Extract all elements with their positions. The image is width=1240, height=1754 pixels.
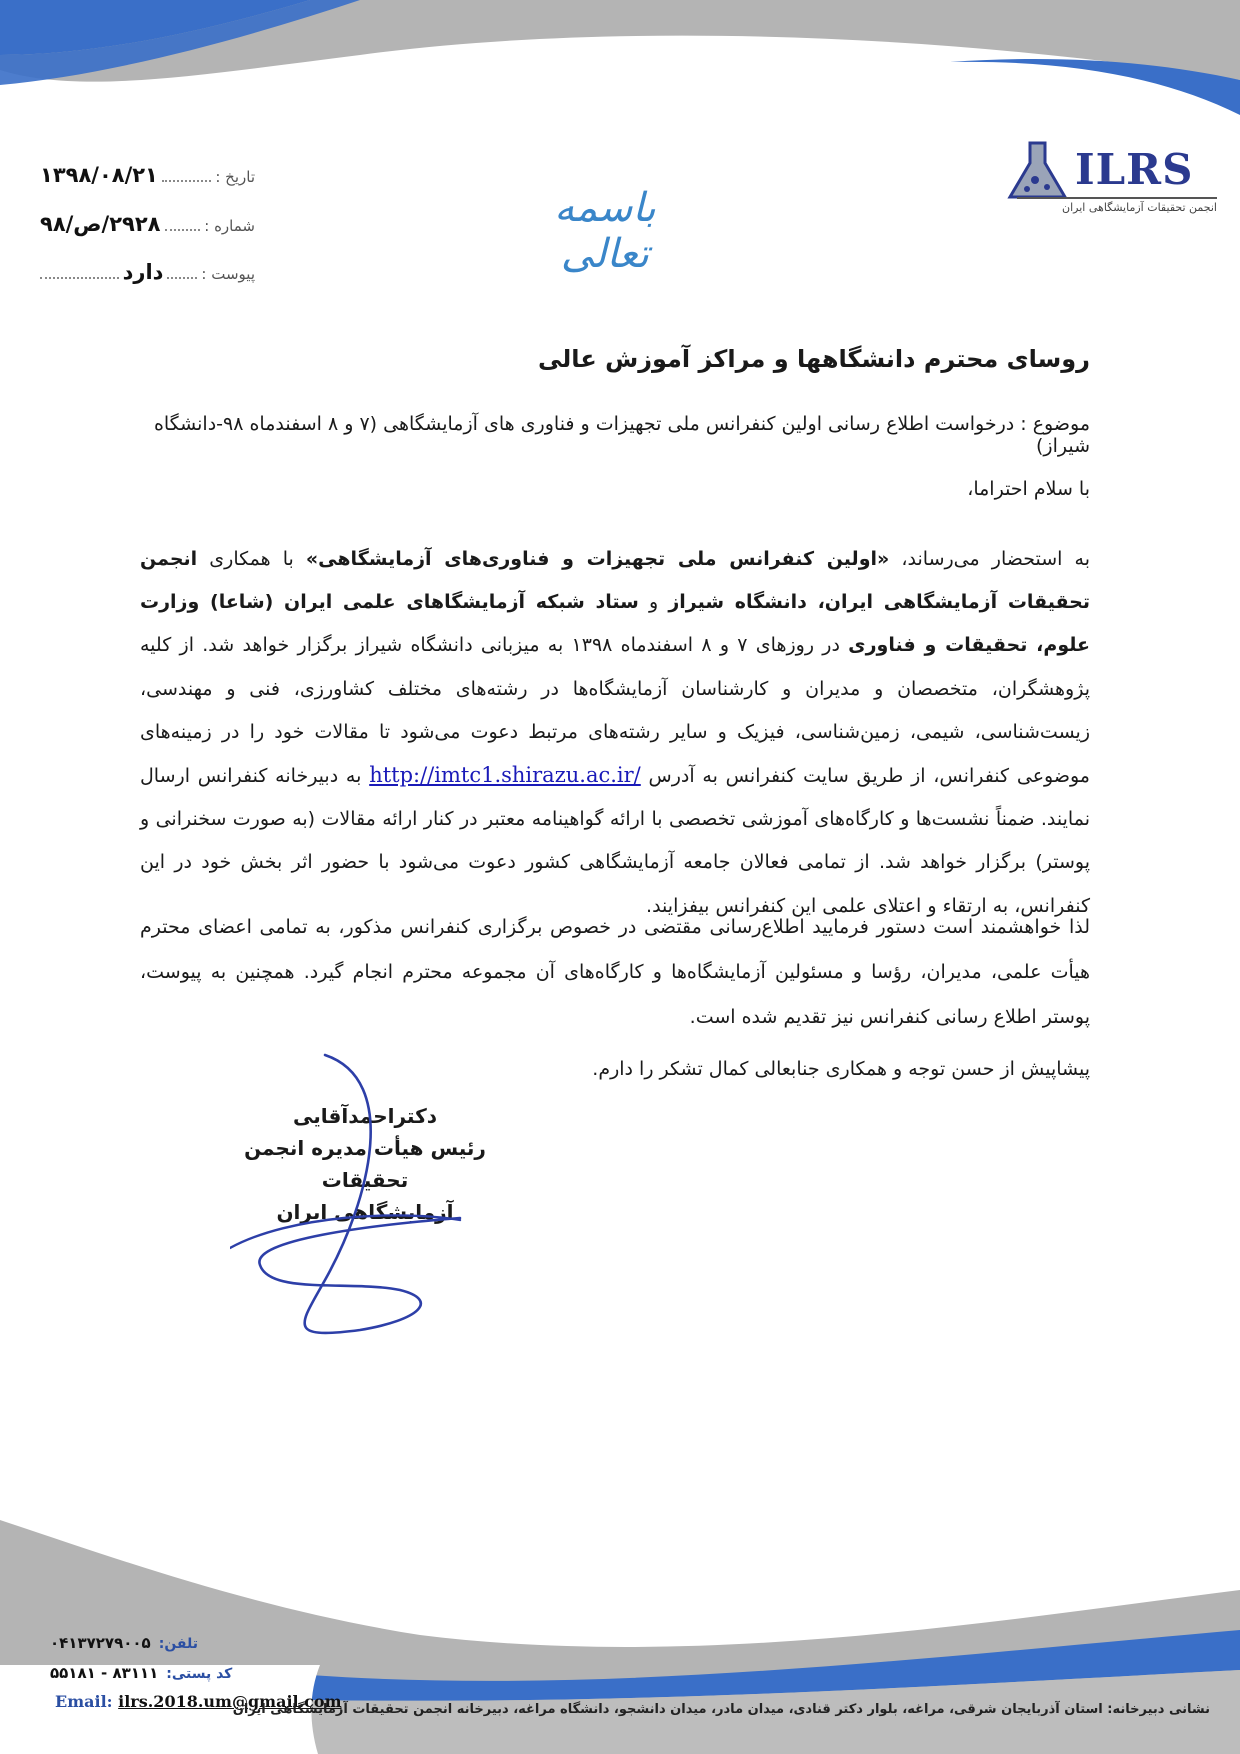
date-row: [40, 163, 255, 193]
phone-label: تلفن:: [158, 1636, 198, 1652]
email-link[interactable]: ilrs.2018.um@gmail.com: [118, 1692, 342, 1711]
date-value: ۱۳۹۸/۰۸/۲۱: [40, 163, 158, 187]
flask-icon: [1005, 135, 1075, 205]
header-band: [0, 0, 1240, 150]
footer-address: نشانی دبیرخانه: استان آذربایجان شرقی، مراغه، بلوار دکتر قنادی، میدان مادر، میدان دانشجو، دانشگاه مراغه، دبیرخانه انجمن تحقیقات آزمایشگاهی ایران: [232, 1702, 1210, 1717]
attachment-label: پیوست :: [201, 265, 255, 283]
conference-url-link[interactable]: http://imtc1.shirazu.ac.ir/: [369, 763, 641, 788]
handwritten-signature: [230, 1050, 540, 1350]
footer-postal: [50, 1664, 350, 1682]
signatory-name: دکتراحمدآقایی: [293, 1104, 437, 1128]
date-label: تاریخ :: [215, 168, 255, 186]
greeting: با سلام احتراما،: [967, 478, 1090, 500]
subject-line: موضوع : درخواست اطلاع رسانی اولین کنفرانس ملی تجهیزات و فناوری های آزمایشگاهی (۷ و ۸ اسفندماه ۹۸-دانشگاه شیراز): [153, 413, 1090, 457]
signatory-title-line2: آزمایشگاهی ایران: [276, 1200, 454, 1224]
recipient-heading: روسای محترم دانشگاهها و مراکز آموزش عالی: [538, 345, 1090, 373]
phone-value: ۰۴۱۳۷۲۷۹۰۰۵: [50, 1634, 151, 1652]
organizers-a: انجمن تحقیقات آزمایشگاهی ایران، دانشگاه شیراز: [140, 548, 1090, 614]
ilrs-logo: [1005, 135, 1225, 225]
conference-name: «اولین کنفرانس ملی تجهیزات و فناوری‌های آزمایشگاهی»: [305, 548, 890, 570]
signatory-title-line1: رئیس هیأت مدیره انجمن تحقیقات: [244, 1136, 486, 1192]
number-row: [40, 212, 255, 242]
basmala: باسمه تعالی: [554, 185, 656, 277]
number-value: ۲۹۲۸/ص/۹۸: [40, 212, 161, 236]
logo-name: ILRS: [1075, 145, 1194, 194]
number-label: شماره :: [204, 217, 255, 235]
organizers-b: ستاد شبکه آزمایشگاهای علمی ایران (شاعا) وزارت علوم، تحقیقات و فناوری: [140, 591, 1090, 657]
attachment-value: دارد: [122, 260, 164, 284]
logo-subtitle: انجمن تحقیقات آزمایشگاهی ایران: [1017, 197, 1217, 214]
attachment-row: [40, 260, 255, 290]
paragraph-announcement: به استحضار می‌رساند، «اولین کنفرانس ملی تجهیزات و فناوری‌های آزمایشگاهی» با همکاری انجمن تحقیقات آزمایشگاهی ایران، دانشگاه شیراز و ستاد شبکه آزمایشگاهای علمی ایران (شاعا) وزارت علوم، تحقیقات و فناوری در روزهای ۷ و ۸ اسفندماه ۱۳۹۸ به میزبانی دانشگاه شیراز برگزار خواهد شد. از کلیه پژوهشگران، متخصصان و مدیران و کارشناسان آزمایشگاه‌ها در رشته‌های مختلف کشاورزی، فنی و مهندسی، زیست‌شناسی، شیمی، زمین‌شناسی، فیزیک و سایر رشته‌های مرتبط دعوت می‌شود تا مقالات خود را در زمینه‌های موضوعی کنفرانس، از طریق سایت کنفرانس به آدرس http://imtc1.shirazu.ac.ir/ به دبیرخانه کنفرانس ارسال نمایند. ضمناً نشست‌ها و کارگاه‌های آموزشی تخصصی با ارائه گواهینامه معتبر در کنار ارائه مقالات (به صورت سخنرانی و پوستر) برگزار خواهد شد. از تمامی فعالان جامعه آزمایشگاهی کشور دعوت می‌شود با حضور اثر بخش خود در این کنفرانس، به ارتقاء و اعتلای علمی این کنفرانس بیفزایند.: [140, 548, 1090, 917]
email-label: Email:: [55, 1692, 113, 1711]
postal-label: کد پستی:: [166, 1666, 233, 1682]
postal-value: ۸۳۱۱۱ - ۵۵۱۸۱: [50, 1664, 159, 1682]
footer-phone: [50, 1634, 350, 1652]
paragraph-request: لذا خواهشمند است دستور فرمایید اطلاع‌رسانی مقتضی در خصوص برگزاری کنفرانس مذکور، به تمامی اعضای محترم هیأت علمی، مدیران، رؤسا و مسئولین آزمایشگاه‌ها و کارگاه‌های آن مجموعه محترم انجام گیرد. همچنین به پیوست، پوستر اطلاع رسانی کنفرانس نیز تقدیم شده است.: [140, 916, 1090, 1028]
closing-line: پیشاپیش از حسن توجه و همکاری جنابعالی کمال تشکر را دارم.: [592, 1058, 1090, 1080]
